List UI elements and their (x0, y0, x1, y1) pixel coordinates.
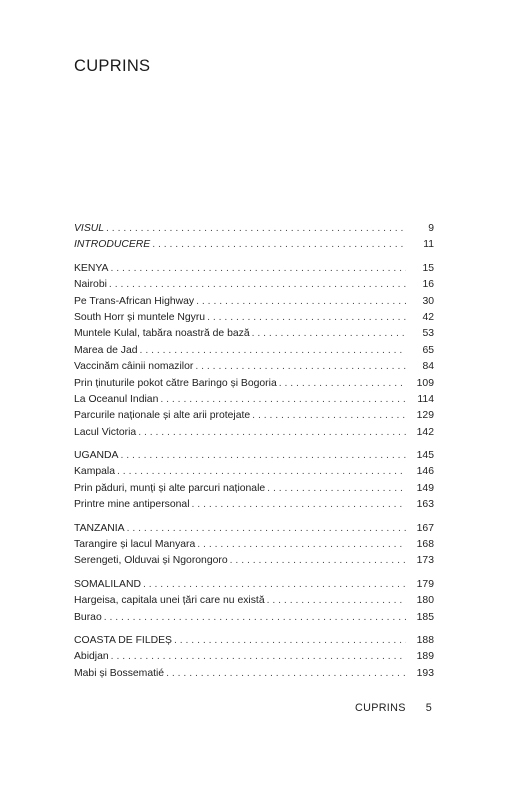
toc-entry-page: 53 (422, 328, 434, 340)
toc-entry-page: 84 (422, 361, 434, 373)
dot-leader (197, 537, 406, 553)
running-head: CUPRINS (355, 702, 406, 714)
dot-leader (109, 277, 406, 293)
toc-entry (74, 481, 434, 497)
toc-entry-label: Abidjan (74, 651, 109, 663)
toc-entry-label: Hargeisa, capitala unei țări care nu există (74, 595, 265, 607)
toc-group (74, 261, 434, 441)
toc-entry (74, 359, 434, 375)
toc-entry-page: 42 (422, 311, 434, 323)
dot-leader (230, 553, 406, 569)
toc-entry-label: SOMALILAND (74, 578, 141, 590)
toc-entry-label: VISUL (74, 223, 105, 234)
toc-entry-page: 16 (422, 279, 434, 291)
toc-entry-label: Parcurile naționale și alte arii protejate (74, 410, 251, 422)
dot-leader (110, 261, 406, 277)
toc-group (74, 221, 434, 254)
toc-entry-label: Lacul Victoria (74, 426, 137, 438)
toc-entry (74, 633, 434, 649)
dot-leader (267, 481, 406, 497)
dot-leader (252, 408, 406, 424)
dot-leader (192, 497, 406, 513)
toc-entry-label: Tarangire și lacul Manyara (74, 539, 196, 551)
toc-entry-page: 30 (422, 295, 434, 307)
toc-entry (74, 221, 434, 237)
toc-entry-page: 65 (422, 344, 434, 356)
dot-leader (166, 666, 406, 682)
toc-entry (74, 666, 434, 682)
toc-entry-label: Vaccinăm câinii nomazilor (74, 361, 194, 373)
toc-entry-page: 180 (416, 595, 434, 607)
page-number: 5 (425, 702, 433, 714)
toc-entry-page: 189 (416, 651, 434, 663)
toc-group (74, 521, 434, 570)
toc-entry-label: Printre mine antipersonal (74, 499, 190, 511)
dot-leader (207, 310, 406, 326)
toc-entry-page: 15 (422, 262, 434, 274)
toc-group (74, 577, 434, 626)
toc-entry-label: UGANDA (74, 450, 119, 462)
toc-entry-page: 168 (416, 539, 434, 551)
toc-entry-page: 142 (416, 426, 434, 438)
toc-entry-page: 149 (416, 482, 434, 494)
toc-entry (74, 553, 434, 569)
toc-entry-label: Mabi și Bossematié (74, 667, 165, 679)
toc-entry-label: Prin păduri, munți și alte parcuri naționale (74, 482, 266, 494)
dot-leader (152, 237, 406, 253)
toc-entry-label: INTRODUCERE (74, 239, 151, 251)
toc-entry (74, 610, 434, 626)
toc-entry-label: Kampala (74, 466, 116, 478)
toc-entry-label: Nairobi (74, 279, 107, 291)
dot-leader (104, 610, 406, 626)
toc-entry-label: Muntele Kulal, tabăra noastră de bază (74, 328, 250, 340)
toc-group (74, 448, 434, 514)
toc-entry (74, 425, 434, 441)
toc-entry-page: 188 (416, 634, 434, 646)
toc-entry-page: 193 (416, 667, 434, 679)
dot-leader (196, 294, 406, 310)
toc-entry-page: 163 (416, 499, 434, 511)
dot-leader (117, 464, 406, 480)
toc-entry (74, 294, 434, 310)
toc-group (74, 633, 434, 682)
toc-entry-label: Burao (74, 611, 102, 623)
toc-entry-label: Marea de Jad (74, 344, 138, 356)
toc-entry (74, 464, 434, 480)
dot-leader (140, 343, 406, 359)
toc-entry-label: Pe Trans-African Highway (74, 295, 195, 307)
toc-entry-page: 9 (428, 223, 434, 234)
toc-entry-label: Serengeti, Olduvai și Ngorongoro (74, 555, 228, 567)
table-of-contents (74, 221, 434, 689)
toc-entry (74, 237, 434, 253)
toc-entry-label: La Oceanul Indian (74, 393, 159, 405)
toc-entry-label: South Horr și muntele Ngyru (74, 311, 206, 323)
dot-leader (127, 521, 406, 537)
toc-entry (74, 310, 434, 326)
toc-entry-page: 173 (416, 555, 434, 567)
dot-leader (106, 221, 406, 237)
toc-entry (74, 521, 434, 537)
toc-entry-page: 129 (416, 410, 434, 422)
toc-entry (74, 376, 434, 392)
toc-entry-page: 167 (416, 522, 434, 534)
dot-leader (160, 392, 406, 408)
toc-entry-page: 11 (423, 239, 434, 251)
toc-entry-page: 145 (416, 450, 434, 462)
dot-leader (111, 649, 406, 665)
toc-entry (74, 408, 434, 424)
toc-entry (74, 593, 434, 609)
toc-entry-page: 179 (416, 578, 434, 590)
dot-leader (174, 633, 406, 649)
toc-entry (74, 261, 434, 277)
toc-entry (74, 649, 434, 665)
toc-entry-page: 114 (417, 393, 434, 405)
dot-leader (120, 448, 406, 464)
toc-entry-page: 146 (416, 466, 434, 478)
toc-entry (74, 577, 434, 593)
toc-entry (74, 392, 434, 408)
dot-leader (252, 326, 406, 342)
toc-entry-label: KENYA (74, 262, 109, 274)
toc-entry-page: 185 (416, 611, 434, 623)
dot-leader (143, 577, 406, 593)
dot-leader (279, 376, 406, 392)
dot-leader (267, 593, 406, 609)
toc-entry-label: Prin ținuturile pokot către Baringo și Bogoria (74, 377, 277, 389)
dot-leader (138, 425, 406, 441)
toc-entry (74, 277, 434, 293)
toc-entry (74, 497, 434, 513)
toc-entry-label: TANZANIA (74, 522, 125, 534)
toc-entry (74, 448, 434, 464)
toc-entry (74, 326, 434, 342)
dot-leader (195, 359, 406, 375)
page-footer (355, 702, 432, 714)
page-title: CUPRINS (74, 57, 151, 75)
toc-entry (74, 537, 434, 553)
toc-entry-page: 109 (416, 377, 434, 389)
toc-entry-label: COASTA DE FILDEȘ (74, 634, 172, 646)
toc-entry (74, 343, 434, 359)
